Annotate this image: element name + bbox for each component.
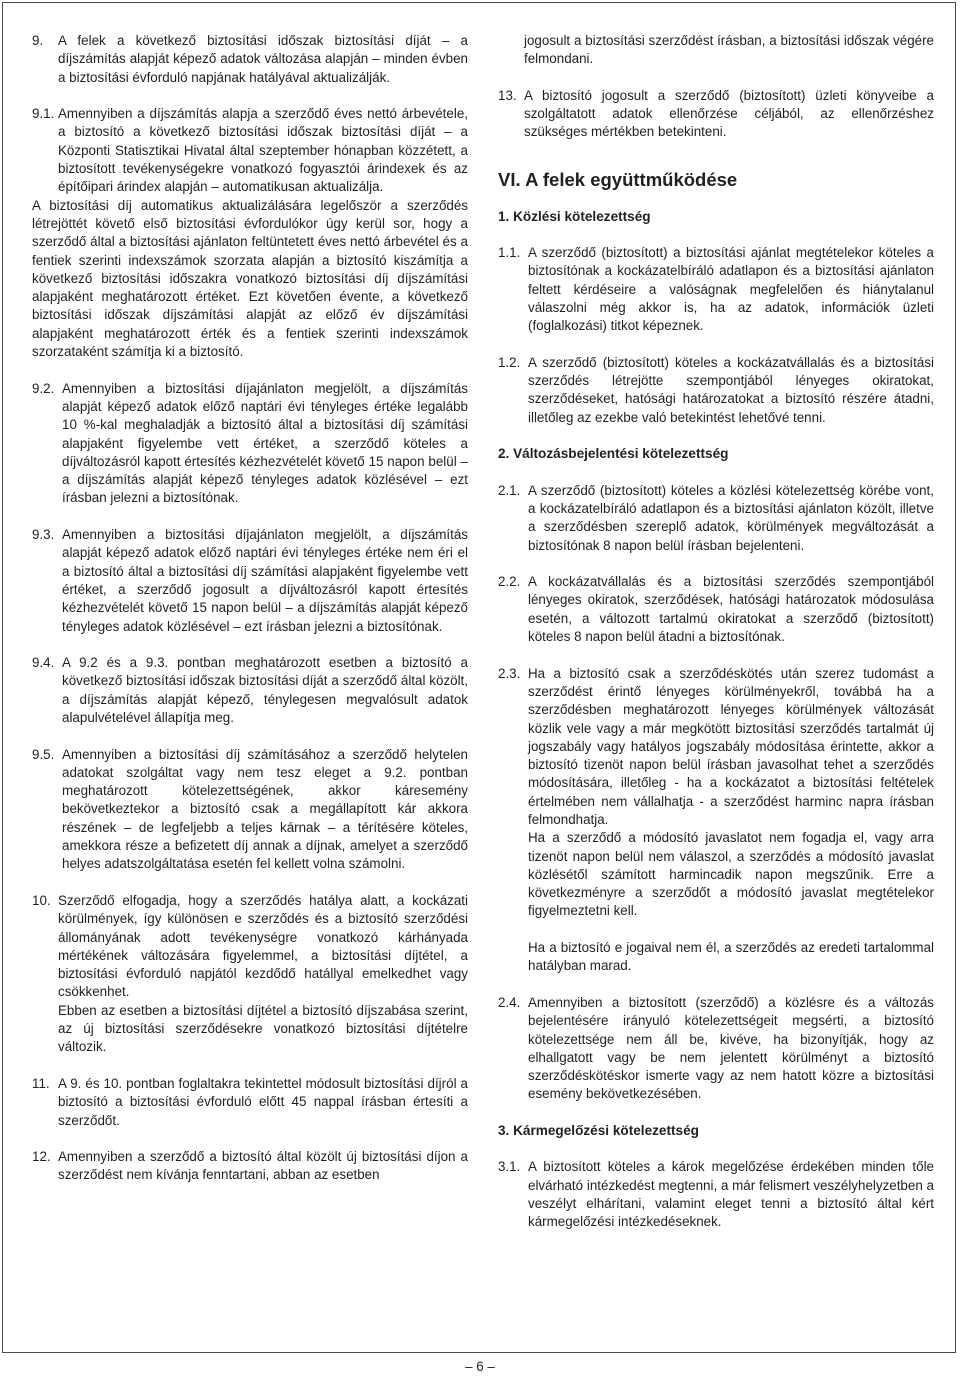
section-title: VI. A felek együttműködése <box>498 168 738 190</box>
clause-text: Amennyiben a biztosítási díjajánlaton megjelölt, a díjszámítás alapját képező adatok előző naptári évi tényleges értéke nem éri el a biztosító által a biztosítási díj számítási alapjaként figyelembe vett értéket, a szerződő jogosult a díjváltozásról kapott értesítés kézhezvételét követő 15 napon belül – a díjszámítás alapját képező tényleges adatok közlésével – ezt írásban jelezni a biztosítónak. <box>62 527 468 634</box>
clause-number: 3.1. <box>498 1159 521 1175</box>
clause-text: Amennyiben a biztosított (szerződő) a közlésre és a változás bejelentésére irányuló kötelezettségeit megsérti, a biztosító kötelezettsége nem áll be, kivéve, ha bizonyítják, hogy az elhallgatott vagy be nem jelentett körülményt a biztosító szerződéskötéskor ismerte vagy az nem hatott közre a biztosítási esemény bekövetkezésében. <box>528 994 934 1102</box>
clause-2-3 <box>498 665 934 830</box>
clause-number: 9.3. <box>32 527 55 543</box>
clause-12 <box>32 1148 468 1185</box>
clause-number: 1.1. <box>498 245 521 261</box>
clause-text: A biztosító jogosult a szerződő (biztosított) üzleti könyveibe a szolgáltatott adatok ellenőrzése céljából, az ellenőrzéshez szükséges mértékben betekinteni. <box>524 87 934 140</box>
clause-13 <box>498 87 934 142</box>
clause-text: A kockázatvállalás és a biztosítási szerződés szempontjából lényeges okiratok, szerződések, hatósági határozatok módosulása esetén, a változott tartalmú okiratokat a szerződő (biztosított) köteles 8 napon belül átadni a biztosítónak. <box>528 574 934 645</box>
clause-number: 11. <box>32 1075 50 1091</box>
clause-12-continuation: jogosult a biztosítási szerződést írásban, a biztosítási időszak végére felmondani. <box>524 33 934 67</box>
left-column <box>32 32 468 1185</box>
right-column <box>498 32 934 1232</box>
clause-10-continuation: Ebben az esetben a biztosítási díjtétel a biztosító díjszabása szerint, az új biztosítási szerződésekre vonatkozó biztosítási díjtételre változik. <box>58 1002 468 1055</box>
clause-text: Amennyiben a biztosítási díjajánlaton megjelölt, a díjszámítás alapját képező adatok előző naptári évi tényleges értéke legalább 10 %-kal meghaladják a biztosító által a biztosítási díj számítási alapjaként figyelembe vett értéket, a szerződő köteles a díjváltozásról kapott értesítés kézhezvételét követő 15 napon belül – a díjszámítás alapját képező tényleges adatok közlésével – ezt írásban jelezni a biztosítónak. <box>62 380 468 506</box>
clause-text: A biztosított köteles a károk megelőzése érdekében minden tőle elvárható intézkedést megtenni, a már felismert veszélyhelyzetben a veszélyt elhárítani, valamint eleget tenni a biztosító által kért kármegelőzési intézkedéseknek. <box>528 1159 934 1230</box>
clause-9-3 <box>32 526 468 636</box>
clause-text: Amennyiben a díjszámítás alapja a szerződő éves nettó árbevétele, a biztosító a következő biztosítási időszak biztosítási díját – a Központi Statisztikai Hivatal által szeptember hónapban közzétett, a biztosított tevékenységekre vonatkozó fogyasztói árindexek és az építőipari árindex alapján – automatikusan aktualizálja. <box>58 106 468 195</box>
clause-number: 9.4. <box>32 655 55 671</box>
clause-1-1 <box>498 244 934 335</box>
clause-text: A szerződő (biztosított) köteles a kockázatvállalás és a biztosítási szerződés létrejötte szempontjából lényeges okiratokat, szerződéseket, hatósági határozatokat a biztosító részére átadni, illetőleg az ezekbe való betekintést lehetővé tenni. <box>528 354 934 425</box>
clause-9 <box>32 32 468 87</box>
clause-text: A 9. és 10. pontban foglaltakra tekintettel módosult biztosítási díjról a biztosító a biztosítási évforduló előtt 45 nappal írásban értesíti a szerződőt. <box>58 1075 468 1128</box>
clause-number: 12. <box>32 1149 51 1165</box>
clause-9-4 <box>32 654 468 727</box>
clause-2-2 <box>498 573 934 646</box>
clause-1-2 <box>498 354 934 427</box>
clause-number: 2.1. <box>498 482 521 498</box>
clause-11 <box>32 1075 468 1130</box>
clause-number: 2.2. <box>498 574 521 590</box>
clause-text: A 9.2 és a 9.3. pontban meghatározott esetben a biztosító a következő biztosítási időszak biztosítási díját a szerződő által közölt, a díjszámítás alapját képező, ténylegesen megvalósult adatok alapulvételével állapítja meg. <box>62 655 468 725</box>
clause-text: A szerződő (biztosított) a biztosítási ajánlat megtételekor köteles a biztosítónak a kockázatelbíráló adatlapon és a biztosítási ajánlaton feltett kérdéseire a valóságnak megfelelően és hiánytalanul válaszolni még akkor is, ha az adatok, információk üzleti (foglalkozási) titkot képeznek. <box>528 245 934 334</box>
clause-number: 13. <box>498 87 517 103</box>
clause-number: 1.2. <box>498 354 521 370</box>
clause-text: A felek a következő biztosítási időszak biztosítási díját – a díjszámítás alapját képező adatok változása alapján – minden évben a biztosítási évforduló napjának hatályával aktualizálják. <box>58 33 468 85</box>
subsection-title-1: 1. Közlési kötelezettség <box>498 208 651 224</box>
clause-9-1-continuation: A biztosítási díj automatikus aktualizálására legelőször a szerződés létrejöttét követő első biztosítási évfordulókor úgy kerül sor, hogy a szerződő által a biztosítási ajánlaton feltüntetett éves nettó árbevétel és a fentiek szerinti indexszámok szorzata alapján a biztosító kiszámítja a következő biztosítási időszakra vonatkozó biztosítási díj díjszámítási alapjaként meghatározott értéket. Ezt követően évente, a következő biztosítási időszak díjszámítási alapját az előző év díjszámítási alapjaként meghatározott érték és a fentiek szerinti indexszámok szorzataként számítja ki a biztosító. <box>32 197 468 360</box>
clause-2-1 <box>498 482 934 555</box>
clause-text: Amennyiben a biztosítási díj számításához a szerződő helytelen adatokat szolgáltat vagy nem tesz eleget a 9.2. pontban meghatározott kötelezettségének, akkor káresemény bekövetkeztekor a biztosító csak a megállapított kár akkora részének – de legfeljebb a teljes kárnak – a térítésére köteles, amekkora része a befizetett díj annak a díjnak, amelyet a szerződő helyes adatszolgáltatása esetén fel kellett volna számolni. <box>62 746 468 872</box>
clause-number: 9.2. <box>32 380 55 396</box>
clause-number: 10. <box>32 892 51 908</box>
clause-number: 2.3. <box>498 665 521 681</box>
clause-10 <box>32 892 468 1002</box>
clause-2-3-continuation: Ha a szerződő a módosító javaslatot nem fogadja el, vagy arra tizenöt napon belül nem válaszol, a szerződés a módosító javaslat közlésétől számított harmincadik napon megszűnik. Erre a következményre a szerződőt a módosító javaslat megtételekor figyelmeztetni kell. <box>528 830 934 919</box>
page-number: – 6 – <box>465 1359 495 1374</box>
clause-9-1 <box>32 105 468 196</box>
subsection-title-2: 2. Változásbejelentési kötelezettség <box>498 446 729 462</box>
clause-2-4 <box>498 994 934 1104</box>
clause-2-3-note: Ha a biztosító e jogaival nem él, a szerződés az eredeti tartalommal hatályban marad. <box>528 940 934 974</box>
clause-number: 9.1. <box>32 106 55 122</box>
clause-text: Amennyiben a szerződő a biztosító által közölt új biztosítási díjon a szerződést nem kívánja fenntartani, abban az esetben <box>58 1149 468 1183</box>
clause-number: 9. <box>32 33 44 48</box>
clause-number: 2.4. <box>498 994 521 1010</box>
clause-text: Ha a biztosító csak a szerződéskötés után szerez tudomást a szerződést érintő lényeges körülményekről, továbbá ha a szerződésben meghatározott lényeges körülmények változását közlik vele vagy a már megkötött biztosítási szerződés tartalmát új jogszabály vagy hatályos jogszabály módosítása érintette, akkor a biztosító tizenöt napon belül írásban javasolhat tehet a szerződés módosítására, illetőleg - ha a kockázatot a biztosítási feltételek értelmében nem vállalhatja - a szerződést harminc napra írásban felmondhatja. <box>528 665 934 827</box>
clause-number: 9.5. <box>32 746 55 762</box>
clause-9-5 <box>32 746 468 874</box>
clause-text: Szerződő elfogadja, hogy a szerződés hatálya alatt, a kockázati körülmények, így különösen e szerződés és a biztosító szerződési állományának adott tevékenységre vonatkozó kárhányada mértékének változására figyelemmel, a biztosítási díjtétel, a biztosítási évforduló napjától kezdődő hatállyal emelkedhet vagy csökkenhet. <box>58 892 468 1000</box>
clause-3-1 <box>498 1158 934 1231</box>
subsection-title-3: 3. Kármegelőzési kötelezettség <box>498 1123 699 1139</box>
clause-9-2 <box>32 380 468 508</box>
clause-text: A szerződő (biztosított) köteles a közlési kötelezettség körébe vont, a kockázatelbíráló adatlapon és a biztosítási ajánlaton közölt, illetve a szerződésben szereplő adatok, körülmények megváltozását a biztosítónak 8 napon belül írásban bejelenteni. <box>528 482 934 553</box>
